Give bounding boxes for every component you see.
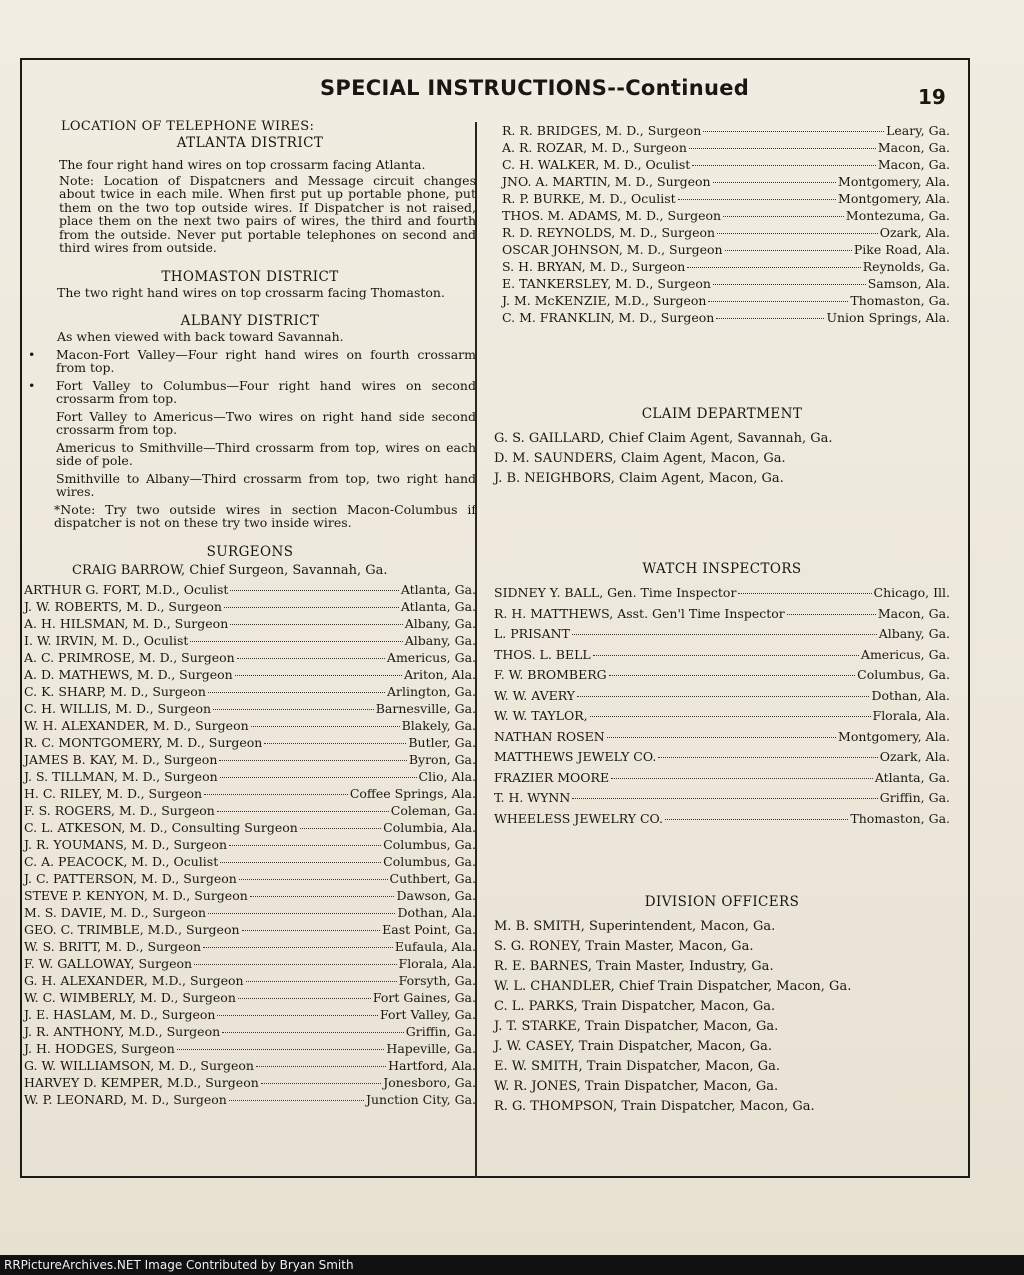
surgeon-row [24, 1091, 476, 1108]
surgeon-row [24, 700, 476, 717]
dot-leader [220, 862, 381, 863]
entry-place: Junction City, Ga. [365, 1091, 476, 1107]
surgeon-row [24, 717, 476, 734]
surgeon-row [494, 156, 950, 173]
watch-inspector-row [494, 728, 950, 749]
entry-place: Chicago, Ill. [873, 585, 950, 600]
entry-name: JNO. A. MARTIN, M. D., Surgeon [502, 174, 711, 189]
entry-name: THOS. L. BELL [494, 646, 591, 662]
surgeon-row [24, 1074, 476, 1091]
entry-name: JAMES B. KAY, M. D., Surgeon [24, 751, 218, 767]
division-officer-line: C. L. PARKS, Train Dispatcher, Macon, Ga. [494, 999, 776, 1014]
entry-place: Eufaula, Ala. [394, 938, 476, 954]
entry-place: Coffee Springs, Ala. [349, 785, 476, 801]
watch-inspectors-list [494, 584, 950, 830]
watch-inspector-row [494, 646, 950, 667]
entry-place: Montgomery, Ala. [838, 174, 950, 189]
atlanta-paragraph: The four right hand wires on top crossarm facing Atlanta. [59, 157, 426, 172]
page-number: 19 [918, 85, 946, 109]
chief-surgeon-line: CRAIG BARROW, Chief Surgeon, Savannah, Ga. [72, 562, 388, 578]
surgeon-row [24, 1040, 476, 1057]
entry-name: R. H. MATTHEWS, Asst. Gen'l Time Inspector [494, 605, 785, 621]
surgeon-row [24, 1023, 476, 1040]
dot-leader [177, 1049, 385, 1050]
entry-name: A. C. PRIMROSE, M. D., Surgeon [24, 649, 235, 665]
dot-leader [703, 131, 884, 132]
division-officer-line: R. G. THOMPSON, Train Dispatcher, Macon, Ga. [494, 1099, 815, 1114]
claim-line: J. B. NEIGHBORS, Claim Agent, Macon, Ga. [494, 471, 784, 486]
dot-leader [229, 1100, 364, 1101]
entry-place: Americus, Ga. [386, 649, 476, 665]
dot-leader [242, 930, 381, 931]
surgeon-row [24, 683, 476, 700]
entry-name: NATHAN ROSEN [494, 728, 605, 744]
watch-inspector-row [494, 748, 950, 769]
watch-inspector-row [494, 605, 950, 626]
dot-leader [716, 318, 824, 319]
dot-leader [230, 624, 402, 625]
watch-inspector-row [494, 810, 950, 831]
surgeon-row [24, 734, 476, 751]
list-item: • Fort Valley to Columbus—Four right hand wires on second crossarm from top. [28, 377, 476, 406]
dot-leader [256, 1066, 386, 1067]
entry-name: G. H. ALEXANDER, M.D., Surgeon [24, 972, 244, 988]
albany-note: *Note: Try two outside wires in section Macon-Columbus if dispatcher is not on these try two inside wires. [54, 501, 476, 530]
dot-leader [235, 675, 402, 676]
entry-name: S. H. BRYAN, M. D., Surgeon [502, 259, 686, 274]
surgeon-row [494, 224, 950, 241]
entry-place: Blakely, Ga. [401, 717, 476, 733]
entry-place: Fort Valley, Ga. [380, 1006, 476, 1022]
entry-place: Butler, Ga. [408, 734, 476, 750]
entry-name: C. A. PEACOCK, M. D., Oculist [24, 853, 219, 869]
entry-place: Columbus, Ga. [383, 853, 476, 869]
dot-leader [692, 165, 876, 166]
surgeon-row [24, 989, 476, 1006]
entry-name: W. S. BRITT, M. D., Surgeon [24, 938, 202, 954]
dot-leader [593, 655, 859, 656]
entry-name: SIDNEY Y. BALL, Gen. Time Inspector [494, 585, 737, 600]
entry-name: J. R. YOUMANS, M. D., Surgeon [24, 836, 228, 852]
watch-inspector-row [494, 769, 950, 790]
division-officers-heading: DIVISION OFFICERS [644, 894, 800, 910]
dot-leader [572, 798, 877, 799]
dot-leader [261, 1083, 381, 1084]
dot-leader [609, 675, 856, 676]
division-officer-line: M. B. SMITH, Superintendent, Macon, Ga. [494, 919, 776, 934]
surgeon-row [494, 241, 950, 258]
entry-place: Atlanta, Ga. [874, 769, 950, 785]
dot-leader [239, 879, 388, 880]
dot-leader [577, 696, 869, 697]
entry-name: A. R. ROZAR, M. D., Surgeon [502, 140, 687, 155]
entry-name: A. H. HILSMAN, M. D., Surgeon [24, 615, 229, 631]
surgeon-row [24, 1006, 476, 1023]
surgeons-list-continued [494, 122, 950, 326]
entry-place: Hartford, Ala. [388, 1057, 476, 1073]
surgeon-row [24, 598, 476, 615]
entry-place: Dothan, Ala. [871, 687, 950, 703]
entry-place: Fort Gaines, Ga. [372, 989, 476, 1005]
entry-name: C. H. WILLIS, M. D., Surgeon [24, 700, 212, 716]
thomaston-district-heading: THOMASTON DISTRICT [161, 268, 339, 285]
entry-name: F. W. BROMBERG [494, 667, 607, 682]
entry-name: A. D. MATHEWS, M. D., Surgeon [24, 666, 233, 682]
entry-name: C. K. SHARP, M. D., Surgeon [24, 683, 206, 699]
dot-leader [251, 726, 400, 727]
surgeon-row [494, 122, 950, 139]
surgeon-row [24, 853, 476, 870]
dot-leader [708, 301, 848, 302]
entry-name: R. R. BRIDGES, M. D., Surgeon [502, 123, 702, 138]
list-item: • Macon-Fort Valley—Four right hand wires on fourth crossarm from top. [28, 346, 476, 375]
entry-name: J. S. TILLMAN, M. D., Surgeon [24, 768, 218, 784]
entry-name: W. C. WIMBERLY, M. D., Surgeon [24, 989, 236, 1005]
surgeon-row [494, 292, 950, 309]
dot-leader [590, 716, 871, 717]
entry-name: M. S. DAVIE, M. D., Surgeon [24, 904, 207, 920]
watch-inspector-row [494, 625, 950, 646]
entry-place: Montgomery, Ala. [838, 728, 950, 744]
dot-leader [264, 743, 406, 744]
entry-place: Clio, Ala. [418, 768, 476, 784]
dot-leader [213, 709, 374, 710]
list-item: Fort Valley to Americus—Two wires on right hand side second crossarm from top. [56, 408, 476, 437]
surgeon-row [494, 258, 950, 275]
dot-leader [219, 760, 406, 761]
entry-place: Macon, Ga. [877, 157, 950, 172]
entry-name: OSCAR JOHNSON, M. D., Surgeon [502, 242, 723, 257]
entry-place: Ozark, Ala. [879, 225, 950, 240]
division-officer-line: S. G. RONEY, Train Master, Macon, Ga. [494, 939, 754, 954]
entry-name: J. W. ROBERTS, M. D., Surgeon [24, 598, 222, 614]
entry-place: Jonesboro, Ga. [383, 1074, 476, 1090]
entry-place: Arlington, Ga. [386, 683, 476, 699]
entry-name: W. H. ALEXANDER, M. D., Surgeon [24, 717, 249, 733]
entry-place: Leary, Ga. [886, 123, 950, 138]
surgeon-row [24, 768, 476, 785]
entry-name: THOS. M. ADAMS, M. D., Surgeon [502, 208, 722, 223]
dot-leader [220, 777, 417, 778]
entry-place: Ariton, Ala. [404, 666, 476, 682]
entry-place: Atlanta, Ga. [400, 581, 476, 597]
entry-place: Thomaston, Ga. [850, 293, 950, 308]
claim-line: G. S. GAILLARD, Chief Claim Agent, Savannah, Ga. [494, 431, 833, 446]
entry-name: W. W. TAYLOR, [494, 708, 588, 723]
image-credit-bar: RRPictureArchives.NET Image Contributed by Bryan Smith [0, 1255, 1024, 1275]
claim-department-heading: CLAIM DEPARTMENT [641, 406, 803, 422]
dot-leader [713, 182, 836, 183]
division-officers-list [494, 917, 950, 1117]
watch-inspectors-heading: WATCH INSPECTORS [642, 561, 802, 577]
entry-place: Samson, Ala. [867, 276, 950, 291]
entry-place: Griffin, Ga. [405, 1023, 476, 1039]
surgeon-row [24, 836, 476, 853]
surgeon-row [494, 309, 950, 326]
entry-name: J. R. ANTHONY, M.D., Surgeon [24, 1023, 221, 1039]
dot-leader [300, 828, 381, 829]
albany-paragraph: As when viewed with back toward Savannah. [57, 329, 344, 344]
surgeon-row [24, 751, 476, 768]
entry-name: C. M. FRANKLIN, M. D., Surgeon [502, 310, 715, 325]
entry-name: F. S. ROGERS, M. D., Surgeon [24, 802, 215, 818]
entry-name: J. E. HASLAM, M. D., Surgeon [24, 1006, 216, 1022]
entry-place: Albany, Ga. [878, 626, 950, 641]
entry-place: Macon, Ga. [877, 605, 950, 621]
dot-leader [717, 233, 878, 234]
entry-place: Hapeville, Ga. [386, 1040, 476, 1056]
dot-leader [208, 913, 395, 914]
entry-name: F. W. GALLOWAY, Surgeon [24, 955, 193, 971]
dot-leader [787, 614, 876, 615]
entry-name: T. H. WYNN [494, 790, 571, 805]
dot-leader [665, 819, 848, 820]
albany-district-heading: ALBANY DISTRICT [180, 313, 320, 329]
entry-name: W. W. AVERY [494, 687, 576, 703]
surgeon-row [24, 938, 476, 955]
surgeon-row [24, 581, 476, 598]
entry-place: Ozark, Ala. [879, 749, 950, 764]
dot-leader [572, 634, 877, 635]
surgeon-row [24, 972, 476, 989]
entry-place: Dothan, Ala. [397, 904, 476, 920]
entry-place: Union Springs, Ala. [826, 310, 950, 325]
dot-leader [237, 658, 385, 659]
dot-leader [194, 964, 396, 965]
entry-place: Florala, Ala. [872, 708, 950, 723]
surgeon-row [24, 887, 476, 904]
entry-place: Forsyth, Ga. [398, 972, 476, 988]
entry-place: Albany, Ga. [404, 632, 476, 648]
dot-leader [687, 267, 860, 268]
entry-name: H. C. RILEY, M. D., Surgeon [24, 785, 203, 801]
page-title: SPECIAL INSTRUCTIONS--Continued [320, 76, 750, 100]
entry-name: E. TANKERSLEY, M. D., Surgeon [502, 276, 711, 291]
entry-place: Atlanta, Ga. [400, 598, 476, 614]
surgeon-row [24, 632, 476, 649]
dot-leader [713, 284, 866, 285]
entry-name: I. W. IRVIN, M. D., Oculist [24, 632, 189, 648]
dot-leader [611, 778, 873, 779]
entry-place: Thomaston, Ga. [850, 810, 950, 826]
dot-leader [217, 1015, 378, 1016]
entry-name: FRAZIER MOORE [494, 769, 610, 785]
surgeon-row [24, 666, 476, 683]
dot-leader [738, 593, 871, 594]
entry-place: Griffin, Ga. [879, 790, 950, 805]
entry-name: R. C. MONTGOMERY, M. D., Surgeon [24, 734, 263, 750]
surgeon-row [24, 870, 476, 887]
dot-leader [203, 947, 393, 948]
entry-place: Pike Road, Ala. [853, 242, 950, 257]
dot-leader [222, 1032, 404, 1033]
watch-inspector-row [494, 707, 950, 728]
surgeon-row [494, 207, 950, 224]
entry-name: J. C. PATTERSON, M. D., Surgeon [24, 870, 237, 886]
entry-name: J. M. McKENZIE, M.D., Surgeon [502, 293, 707, 308]
surgeons-list [24, 581, 476, 1108]
dot-leader [204, 794, 348, 795]
claim-list [494, 429, 950, 489]
watch-inspector-row [494, 666, 950, 687]
surgeon-row [24, 904, 476, 921]
entry-place: Montezuma, Ga. [845, 208, 950, 223]
entry-place: Columbia, Ala. [383, 819, 476, 835]
list-item: Americus to Smithville—Third crossarm from top, wires on each side of pole. [56, 439, 476, 468]
entry-place: Columbus, Ga. [383, 836, 476, 852]
watch-inspector-row [494, 789, 950, 810]
surgeon-row [494, 139, 950, 156]
division-officer-line: W. R. JONES, Train Dispatcher, Macon, Ga. [494, 1079, 779, 1094]
entry-name: MATTHEWS JEWELY CO. [494, 749, 657, 764]
entry-place: East Point, Ga. [382, 921, 476, 937]
dot-leader [246, 981, 397, 982]
entry-place: Montgomery, Ala. [838, 191, 950, 206]
entry-place: Dawson, Ga. [396, 887, 476, 903]
entry-name: J. H. HODGES, Surgeon [24, 1040, 175, 1056]
surgeon-row [24, 615, 476, 632]
entry-name: W. P. LEONARD, M. D., Surgeon [24, 1091, 227, 1107]
entry-place: Cuthbert, Ga. [389, 870, 476, 886]
left-column [24, 118, 476, 1108]
entry-place: Albany, Ga. [404, 615, 476, 631]
surgeon-row [24, 819, 476, 836]
entry-place: Americus, Ga. [860, 646, 950, 662]
dot-leader [224, 607, 399, 608]
dot-leader [658, 757, 877, 758]
dot-leader [229, 845, 381, 846]
surgeon-row [494, 173, 950, 190]
entry-name: HARVEY D. KEMPER, M.D., Surgeon [24, 1074, 259, 1090]
entry-name: WHEELESS JEWELRY CO. [494, 810, 664, 826]
entry-name: C. H. WALKER, M. D., Oculist [502, 157, 691, 172]
dot-leader [725, 250, 852, 251]
surgeon-row [24, 802, 476, 819]
surgeon-row [24, 921, 476, 938]
division-officer-line: W. L. CHANDLER, Chief Train Dispatcher, Macon, Ga. [494, 979, 852, 994]
entry-name: R. D. REYNOLDS, M. D., Surgeon [502, 225, 716, 240]
dot-leader [217, 811, 389, 812]
entry-place: Reynolds, Ga. [862, 259, 950, 274]
dot-leader [689, 148, 876, 149]
surgeon-row [24, 785, 476, 802]
surgeons-heading: SURGEONS [206, 543, 294, 560]
surgeon-row [494, 190, 950, 207]
dot-leader [678, 199, 836, 200]
entry-place: Byron, Ga. [408, 751, 476, 767]
division-officer-line: J. W. CASEY, Train Dispatcher, Macon, Ga. [494, 1039, 773, 1054]
surgeon-row [24, 1057, 476, 1074]
entry-place: Macon, Ga. [877, 140, 950, 155]
watch-inspector-row [494, 687, 950, 708]
dot-leader [190, 641, 402, 642]
albany-list [24, 348, 476, 499]
dot-leader [208, 692, 385, 693]
watch-inspector-row [494, 584, 950, 605]
entry-name: C. L. ATKESON, M. D., Consulting Surgeon [24, 819, 298, 835]
atlanta-district-heading: ATLANTA DISTRICT [176, 135, 324, 151]
entry-place: Barnesville, Ga. [375, 700, 476, 716]
division-officer-line: J. T. STARKE, Train Dispatcher, Macon, Ga. [494, 1019, 779, 1034]
surgeon-row [24, 649, 476, 666]
telephone-heading: LOCATION OF TELEPHONE WIRES: [61, 119, 315, 134]
surgeon-row [24, 955, 476, 972]
entry-place: Columbus, Ga. [857, 667, 950, 682]
surgeon-row [494, 275, 950, 292]
claim-line: D. M. SAUNDERS, Claim Agent, Macon, Ga. [494, 451, 786, 466]
division-officer-line: R. E. BARNES, Train Master, Industry, Ga. [494, 959, 774, 974]
entry-name: L. PRISANT [494, 626, 570, 641]
dot-leader [238, 998, 371, 999]
entry-name: ARTHUR G. FORT, M.D., Oculist [24, 581, 229, 597]
entry-name: G. W. WILLIAMSON, M. D., Surgeon [24, 1057, 254, 1073]
thomaston-paragraph: The two right hand wires on top crossarm facing Thomaston. [57, 284, 445, 300]
entry-place: Coleman, Ga. [390, 802, 476, 818]
entry-name: STEVE P. KENYON, M. D., Surgeon [24, 887, 248, 903]
division-officer-line: E. W. SMITH, Train Dispatcher, Macon, Ga. [494, 1059, 781, 1074]
dot-leader [723, 216, 844, 217]
dot-leader [607, 737, 836, 738]
entry-name: R. P. BURKE, M. D., Oculist [502, 191, 676, 206]
dot-leader [230, 590, 398, 591]
entry-name: GEO. C. TRIMBLE, M.D., Surgeon [24, 921, 240, 937]
dot-leader [250, 896, 395, 897]
atlanta-note: Note: Location of Dispatcners and Message circuit changes about twice in each mile. When first put up portable phone, put them on the two top outside wires. If Dispatcher is not raised, place them on the next two pairs of wires, the third and fourth from the outside. Never put portable telephones on second and third wires from outside. [59, 172, 476, 255]
entry-place: Florala, Ala. [398, 955, 476, 971]
right-column [494, 122, 950, 1117]
list-item: Smithville to Albany—Third crossarm from top, two right hand wires. [56, 470, 476, 499]
